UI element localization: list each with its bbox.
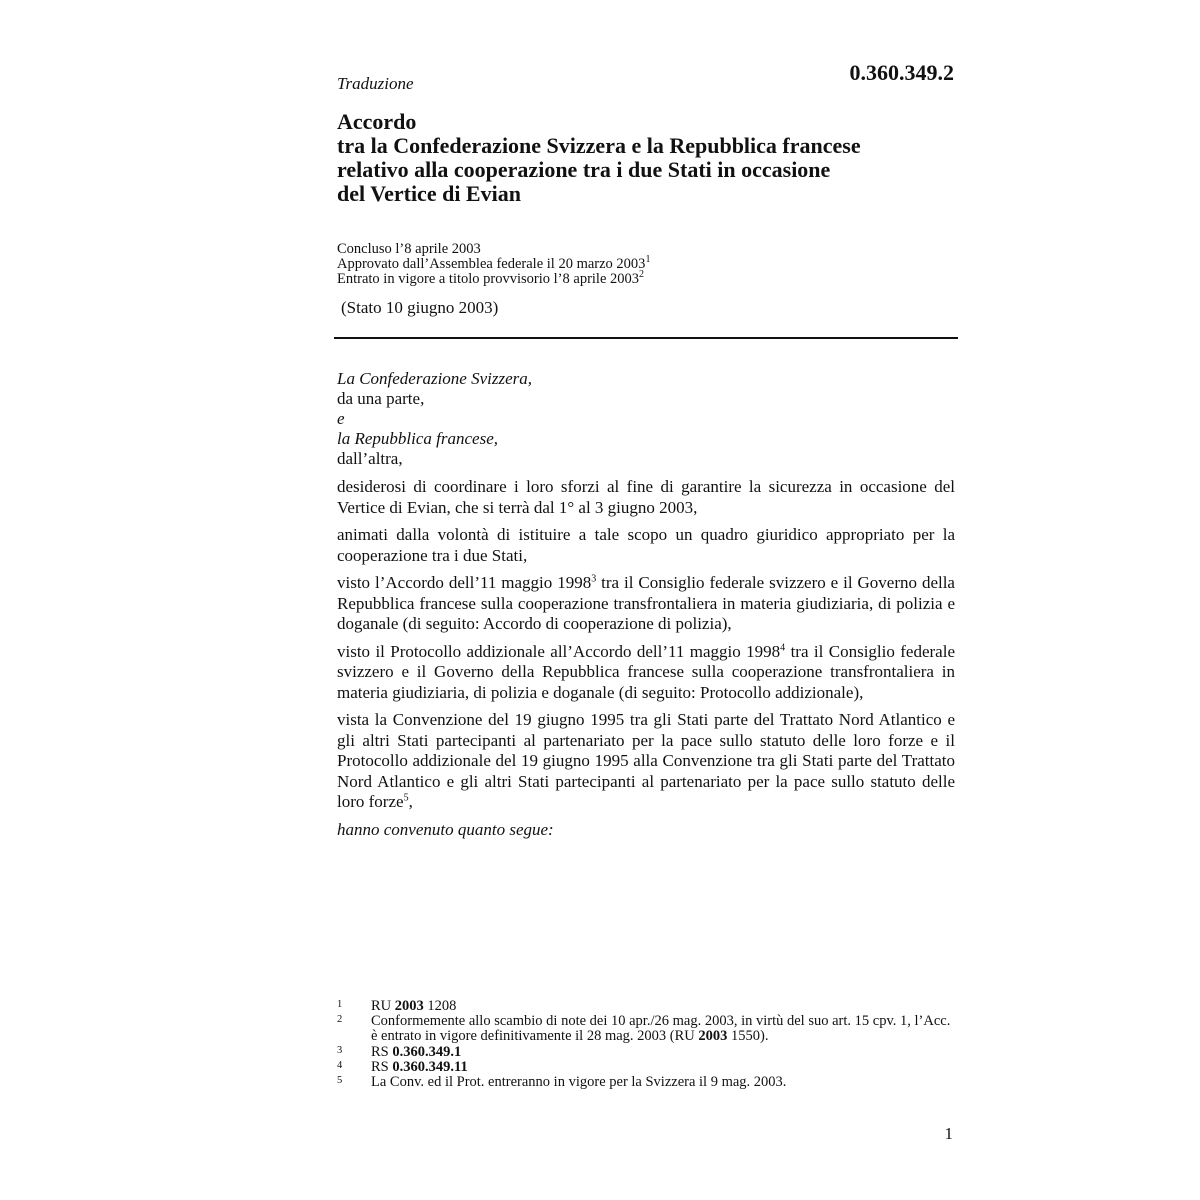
footnote [337,1045,957,1060]
conjunction: e [337,409,345,428]
footnote-text: RS 0.360.349.11 [371,1058,468,1075]
footnote-ref[interactable]: 1 [645,254,651,266]
preamble-paragraph: visto l’Accordo dell’11 maggio 1998$^3$ tra il Consiglio federale svizzero e il Governo della Repubblica francese sulla cooperazione transfrontaliera in materia giudiziaria, di polizia e doganale (di seguito: Accordo di cooperazione di polizia), [337,573,955,633]
preamble [337,477,955,847]
approved-date: Approvato dall’Assemblea federale il 20 marzo 2003$^1$ [337,254,651,272]
footnote [337,1075,957,1090]
title-line: relativo alla cooperazione tra i due Stati in occasione [337,157,831,182]
footnote [337,999,957,1014]
title-line: tra la Confederazione Svizzera e la Repubblica francese [337,133,861,158]
preamble-paragraph: visto il Protocollo addizionale all’Accordo dell’11 maggio 1998$^4$ tra il Consiglio federale svizzero e il Governo della Repubblica francese sulla cooperazione transfrontaliera in materia giudiziaria, di polizia e doganale (di seguito: Protocollo addizionale), [337,641,955,702]
footnote-ref[interactable]: 3 [591,573,597,585]
preamble-closing: hanno convenuto quanto segue: [337,819,554,839]
footnote-text: RS 0.360.349.1 [371,1043,462,1060]
footnote-number: 5 [337,1075,343,1087]
document-metadata [337,242,957,287]
party-note: dall’altra, [337,449,403,468]
preamble-paragraph: animati dalla volontà di istituire a tale scopo un quadro giuridico appropriato per la cooperazione tra i due Stati, [337,525,955,565]
entered-into-force-date: Entrato in vigore a titolo provvisorio l’8 aprile 2003$^2$ [337,269,645,287]
footnote [337,1014,957,1044]
parties-block [337,369,532,469]
document-number: 0.360.349.2 [849,60,954,85]
status-date: (Stato 10 giugno 2003) [341,298,499,317]
footnote-number: 1 [337,999,343,1010]
footnote-ref[interactable]: 5 [403,792,409,804]
footnote-text: RU 2003 1208 [371,998,457,1014]
party-france: la Repubblica francese, [337,429,498,448]
page-number: 1 [944,1124,953,1143]
footnote-number: 3 [337,1044,343,1056]
translation-label: Traduzione [337,74,414,93]
concluded-date: Concluso l’8 aprile 2003 [337,241,481,257]
footnote-number: 2 [337,1014,343,1026]
party-switzerland: La Confederazione Svizzera, [337,369,533,388]
preamble-paragraph: vista la Convenzione del 19 giugno 1995 tra gli Stati parte del Trattato Nord Atlantico e gli altri Stati partecipanti al partenariato per la pace sullo statuto delle loro forze e il Protocollo addizionale del 19 giugno 1995 alla Convenzione tra gli Stati parte del Trattato Nord Atlantico e gli altri Stati partecipanti al partenariato per la pace sullo statuto delle loro forze$^5$, [337,710,955,811]
title-line: Accordo [337,109,417,134]
preamble-paragraph: desiderosi di coordinare i loro sforzi al fine di garantire la sicurezza in occasione del Vertice di Evian, che si terrà dal 1° al 3 giugno 2003, [337,477,955,517]
document-title [337,110,957,206]
footnote [337,1060,957,1075]
footnote-text: Conformemente allo scambio di note dei 10 apr./26 mag. 2003, in virtù del suo art. 15 cpv. 1, l’Acc. è entrato in vigore definitivamente il 28 mag. 2003 (RU 2003 1550). [371,1013,951,1045]
footnotes [337,999,957,1090]
title-line: del Vertice di Evian [337,181,521,206]
footnote-number: 4 [337,1059,343,1071]
header-divider [334,337,958,339]
footnote-ref[interactable]: 2 [639,269,645,281]
party-note: da una parte, [337,389,425,408]
footnote-text: La Conv. ed il Prot. entreranno in vigore per la Svizzera il 9 mag. 2003. [371,1074,787,1091]
footnote-ref[interactable]: 4 [780,641,786,653]
